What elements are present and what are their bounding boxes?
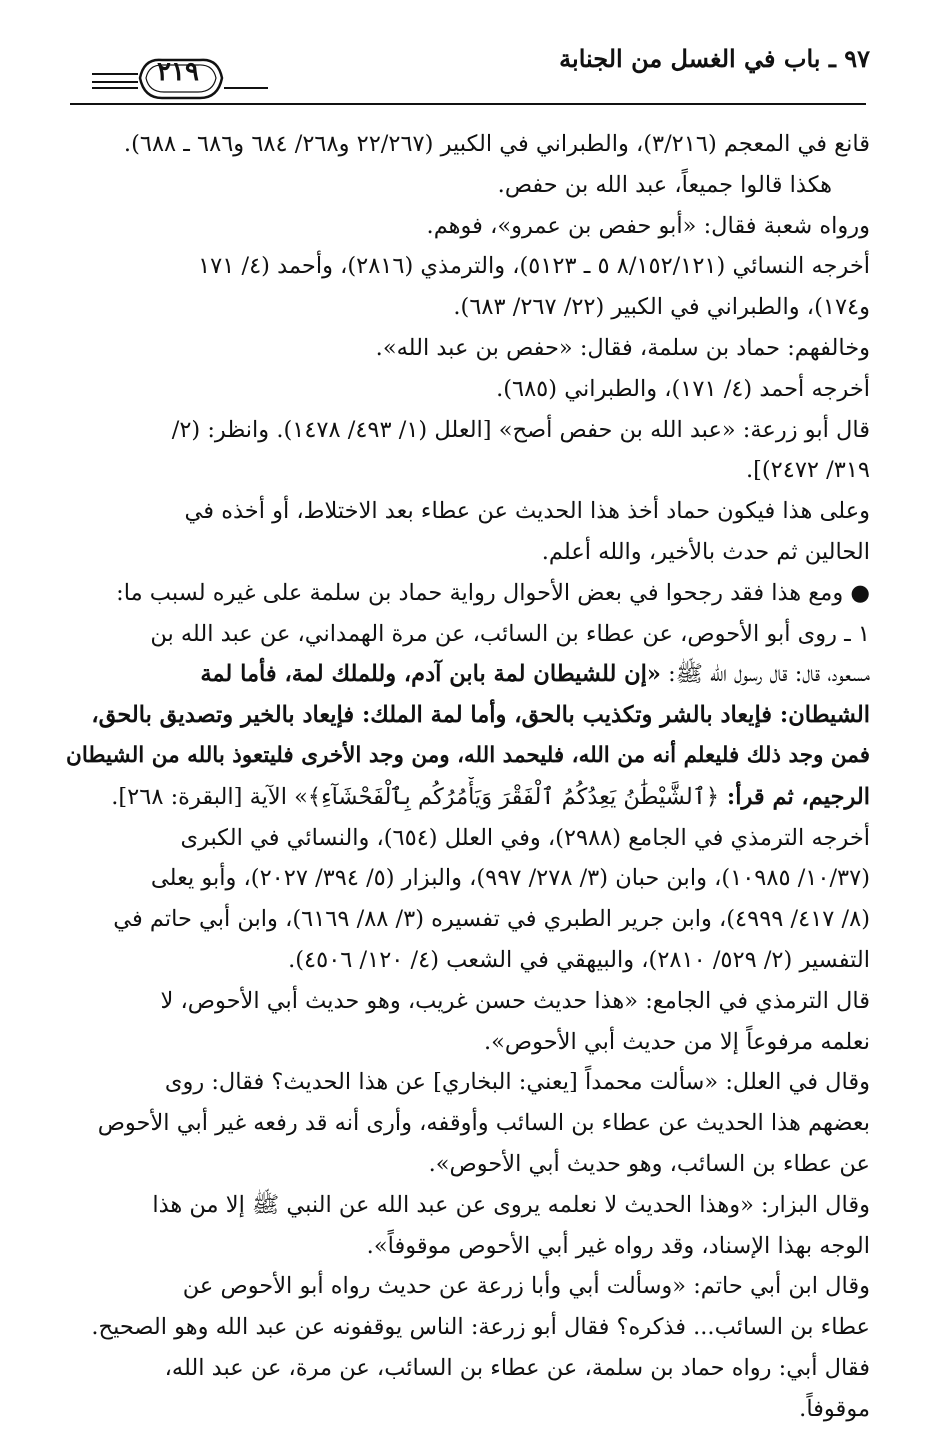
text-line: وخالفهم: حماد بن سلمة، فقال: «حفص بن عبد الله». <box>375 334 870 361</box>
text-line: (١٠/٣٧/ ١٠٩٨٥)، وابن حبان (٣/ ٢٧٨/ ٩٩٧)، والبزار (٥/ ٣٩٤/ ٢٠٢٧)، وأبو يعلى <box>150 865 870 892</box>
bullet-icon: ● <box>850 579 870 606</box>
text-line: ٣١٩/ ٢٤٧٢)]. <box>745 457 870 484</box>
quran-verse: ﴿ٱلشَّيْطَٰنُ يَعِدُكُمُ ٱلْفَقْرَ وَيَأْمُرُكُم بِٱلْفَحْشَآءِ﴾ <box>307 783 720 810</box>
text-line: أخرجه أحمد (٤/ ١٧١)، والطبراني (٦٨٥). <box>496 375 870 402</box>
text-line: عن عطاء بن السائب، وهو حديث أبي الأحوص». <box>428 1150 870 1177</box>
text-line: هكذا قالوا جميعاً، عبد الله بن حفص. <box>497 171 832 198</box>
text-line: قال أبو زرعة: «عبد الله بن حفص أصح» [العلل (١/ ٤٩٣/ ١٤٧٨). وانظر: (٢/ <box>171 416 870 443</box>
page <box>62 34 870 1422</box>
paragraph <box>62 491 870 573</box>
text-line: ١ ـ روى أبو الأحوص، عن عطاء بن السائب، عن مرة الهمداني، عن عبد الله بن <box>150 620 870 647</box>
footnote-continuation <box>62 124 870 491</box>
text-line: ورواه شعبة فقال: «أبو حفص بن عمرو»، فوهم. <box>426 212 870 239</box>
text-line: نعلمه مرفوعاً إلا من حديث أبي الأحوص». <box>483 1028 870 1055</box>
paragraph <box>62 1348 870 1430</box>
paragraph <box>62 1185 870 1267</box>
paragraph <box>62 573 870 614</box>
running-header <box>62 34 870 94</box>
hadith-text: الرجيم، ثم قرأ: <box>719 783 870 810</box>
text-line: الحالين ثم حدث بالأخير، والله أعلم. <box>541 538 870 565</box>
text-line: بعضهم هذا الحديث عن عطاء بن السائب وأوقفه، وأرى أنه قد رفعه غير أبي الأحوص <box>97 1110 870 1137</box>
hadith-text: فمن وجد ذلك فليعلم أنه من الله، فليحمد الله، ومن وجد الأخرى فليتعوذ بالله من الشيطان <box>66 742 870 768</box>
paragraph <box>62 1266 870 1348</box>
text-line: عطاء بن السائب... فذكره؟ فقال أبو زرعة: الناس يوقفونه عن عبد الله وهو الصحيح. <box>91 1314 870 1341</box>
chapter-title: ٩٧ ـ باب في الغسل من الجنابة <box>559 44 870 73</box>
text-line: أخرجه النسائي (٨/١٥٢/١٢١ ٥ ـ ٥١٢٣)، والترمذي (٢٨١٦)، وأحمد (٤/ ١٧١ <box>198 253 870 280</box>
hadith-text: الشيطان: فإيعاد بالشر وتكذيب بالحق، وأما لمة الملك: فإيعاد بالخير وتصديق بالحق، <box>91 702 870 729</box>
text-line: الرجيم، ثم قرأ: ﴿ٱلشَّيْطَٰنُ يَعِدُكُمُ ٱلْفَقْرَ وَيَأْمُرُكُم بِٱلْفَحْشَآءِ﴾» الآية [البقرة: ٢٦٨]. <box>111 783 870 810</box>
paragraph <box>62 981 870 1063</box>
text-line: و١٧٤)، والطبراني في الكبير (٢٢/ ٢٦٧/ ٦٨٣). <box>453 294 870 321</box>
page-number: ٢١٩ <box>157 57 199 87</box>
paragraph <box>62 818 870 981</box>
text-line: أخرجه الترمذي في الجامع (٢٩٨٨)، وفي العلل (٦٥٤)، والنسائي في الكبرى <box>180 824 870 851</box>
page-body <box>62 124 870 1430</box>
text-line <box>62 695 870 736</box>
text-line: مسعود، قال: قال رسول الله ﷺ: «إن للشيطان لمة بابن آدم، وللملك لمة، فأما لمة <box>200 661 870 688</box>
hadith-text: «إن للشيطان لمة بابن آدم، وللملك لمة، فأما لمة <box>200 661 661 688</box>
text-line: الوجه بهذا الإسناد، وقد رواه غير أبي الأحوص موقوفاً». <box>366 1232 870 1259</box>
paragraph <box>62 1062 870 1184</box>
text-line: وقال في العلل: «سألت محمداً [يعني: البخاري] عن هذا الحديث؟ فقال: روى <box>164 1069 870 1096</box>
text-line <box>62 736 870 777</box>
text-line: (٨/ ٤١٧/ ٤٩٩٩)، وابن جرير الطبري في تفسيره (٣/ ٨٨/ ٦١٦٩)، وابن أبي حاتم في <box>113 906 870 933</box>
text-line: موقوفاً. <box>799 1395 870 1422</box>
hadith-paragraph <box>62 614 870 818</box>
text-line: ● ومع هذا فقد رجحوا في بعض الأحوال رواية حماد بن سلمة على غيره لسبب ما: <box>116 579 870 606</box>
text-line: وقال ابن أبي حاتم: «وسألت أبي وأبا زرعة عن حديث رواه أبو الأحوص عن <box>182 1273 870 1300</box>
text-line: التفسير (٢/ ٥٢٩/ ٢٨١٠)، والبيهقي في الشعب (٤/ ١٢٠/ ٤٥٠٦). <box>288 946 870 973</box>
text-line: قانع في المعجم (٣/٢١٦)، والطبراني في الكبير (٢٢/٢٦٧ و٢٦٨/ ٦٨٤ و٦٨٦ ـ ٦٨٨). <box>123 131 870 157</box>
text-line: فقال أبي: رواه حماد بن سلمة، عن عطاء بن السائب، عن مرة، عن عبد الله، <box>164 1354 870 1381</box>
text-line: وعلى هذا فيكون حماد أخذ هذا الحديث عن عطاء بعد الاختلاط، أو أخذه في <box>184 498 870 525</box>
text-line: قال الترمذي في الجامع: «هذا حديث حسن غريب، وهو حديث أبي الأحوص، لا <box>160 987 870 1014</box>
text-line: وقال البزار: «وهذا الحديث لا نعلمه يروى عن عبد الله عن النبي ﷺ إلا من هذا <box>152 1191 870 1218</box>
